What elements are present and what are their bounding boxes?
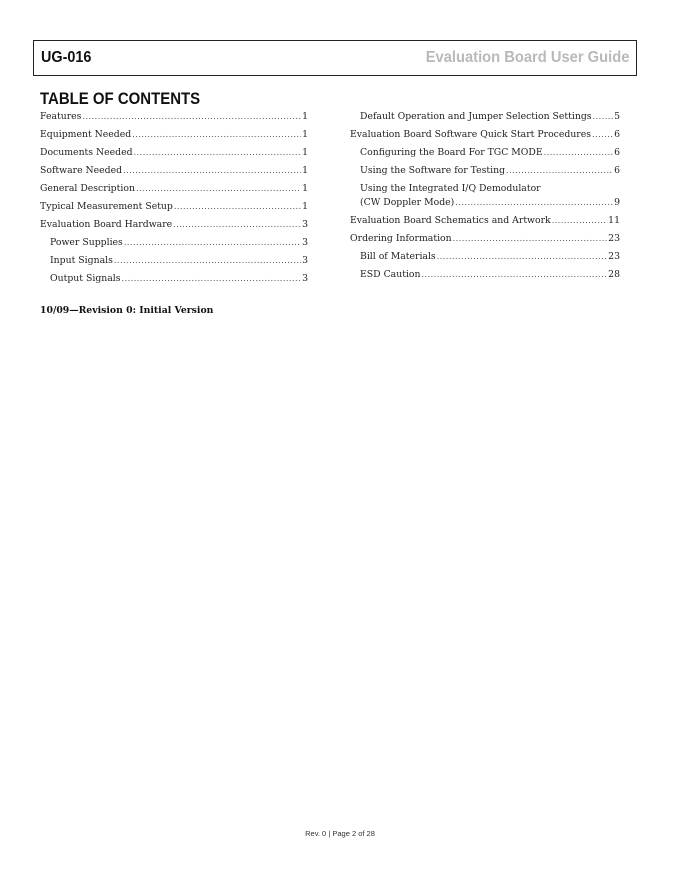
toc-entry-input-signals[interactable]: Input Signals ..... 3 [40, 254, 308, 272]
toc-right-column [350, 110, 620, 286]
leader-dots [173, 218, 301, 232]
toc-entry-output-signals[interactable]: Output Signals ..... 3 [40, 272, 308, 290]
leader-dots [506, 164, 613, 178]
toc-entry-equipment-needed[interactable]: Equipment Needed ..... 1 [40, 128, 308, 146]
document-id: UG-016 [41, 49, 92, 66]
toc-entry-schematics-artwork[interactable]: Evaluation Board Schematics and Artwork ..... 11 [350, 214, 620, 232]
leader-dots [455, 196, 613, 210]
leader-dots [593, 110, 614, 124]
toc-left-column [40, 110, 308, 290]
toc-entry-default-operation[interactable]: Default Operation and Jumper Selection Settings ..... 5 [350, 110, 620, 128]
toc-entry-features[interactable]: Features ..... 1 [40, 110, 308, 128]
toc-heading: TABLE OF CONTENTS [40, 89, 201, 108]
leader-dots [544, 146, 613, 160]
leader-dots [136, 182, 301, 196]
leader-dots [114, 254, 301, 268]
leader-dots [453, 232, 608, 246]
leader-dots [122, 272, 302, 286]
toc-entry-software-quick-start[interactable]: Evaluation Board Software Quick Start Procedures ..... 6 [350, 128, 620, 146]
toc-entry-using-software-testing[interactable]: Using the Software for Testing ..... 6 [350, 164, 620, 182]
toc-entry-esd-caution[interactable]: ESD Caution ..... 28 [350, 268, 620, 286]
revision-history: 10/09—Revision 0: Initial Version [40, 305, 214, 316]
leader-dots [174, 200, 301, 214]
toc-entry-evaluation-board-hardware[interactable]: Evaluation Board Hardware ..... 3 [40, 218, 308, 236]
leader-dots [422, 268, 608, 282]
leader-dots [132, 128, 301, 142]
leader-dots [124, 236, 301, 250]
toc-entry-typical-measurement-setup[interactable]: Typical Measurement Setup ..... 1 [40, 200, 308, 218]
toc-entry-configuring-tgc-mode[interactable]: Configuring the Board For TGC MODE ..... 6 [350, 146, 620, 164]
toc-entry-bill-of-materials[interactable]: Bill of Materials ..... 23 [350, 250, 620, 268]
toc-entry-documents-needed[interactable]: Documents Needed ..... 1 [40, 146, 308, 164]
toc-entry-power-supplies[interactable]: Power Supplies ..... 3 [40, 236, 308, 254]
leader-dots [437, 250, 607, 264]
toc-entry-iq-demodulator[interactable]: Using the Integrated I/Q Demodulator (CW Doppler Mode) ..... 9 [350, 182, 620, 214]
leader-dots [123, 164, 301, 178]
leader-dots [592, 128, 613, 142]
page-header [33, 40, 637, 76]
guide-title: Evaluation Board User Guide [425, 49, 629, 66]
leader-dots [82, 110, 301, 124]
page-footer: Rev. 0 | Page 2 of 28 [305, 829, 375, 838]
toc-entry-ordering-information[interactable]: Ordering Information ..... 23 [350, 232, 620, 250]
leader-dots [134, 146, 302, 160]
toc-entry-software-needed[interactable]: Software Needed ..... 1 [40, 164, 308, 182]
toc-entry-general-description[interactable]: General Description ..... 1 [40, 182, 308, 200]
leader-dots [552, 214, 607, 228]
